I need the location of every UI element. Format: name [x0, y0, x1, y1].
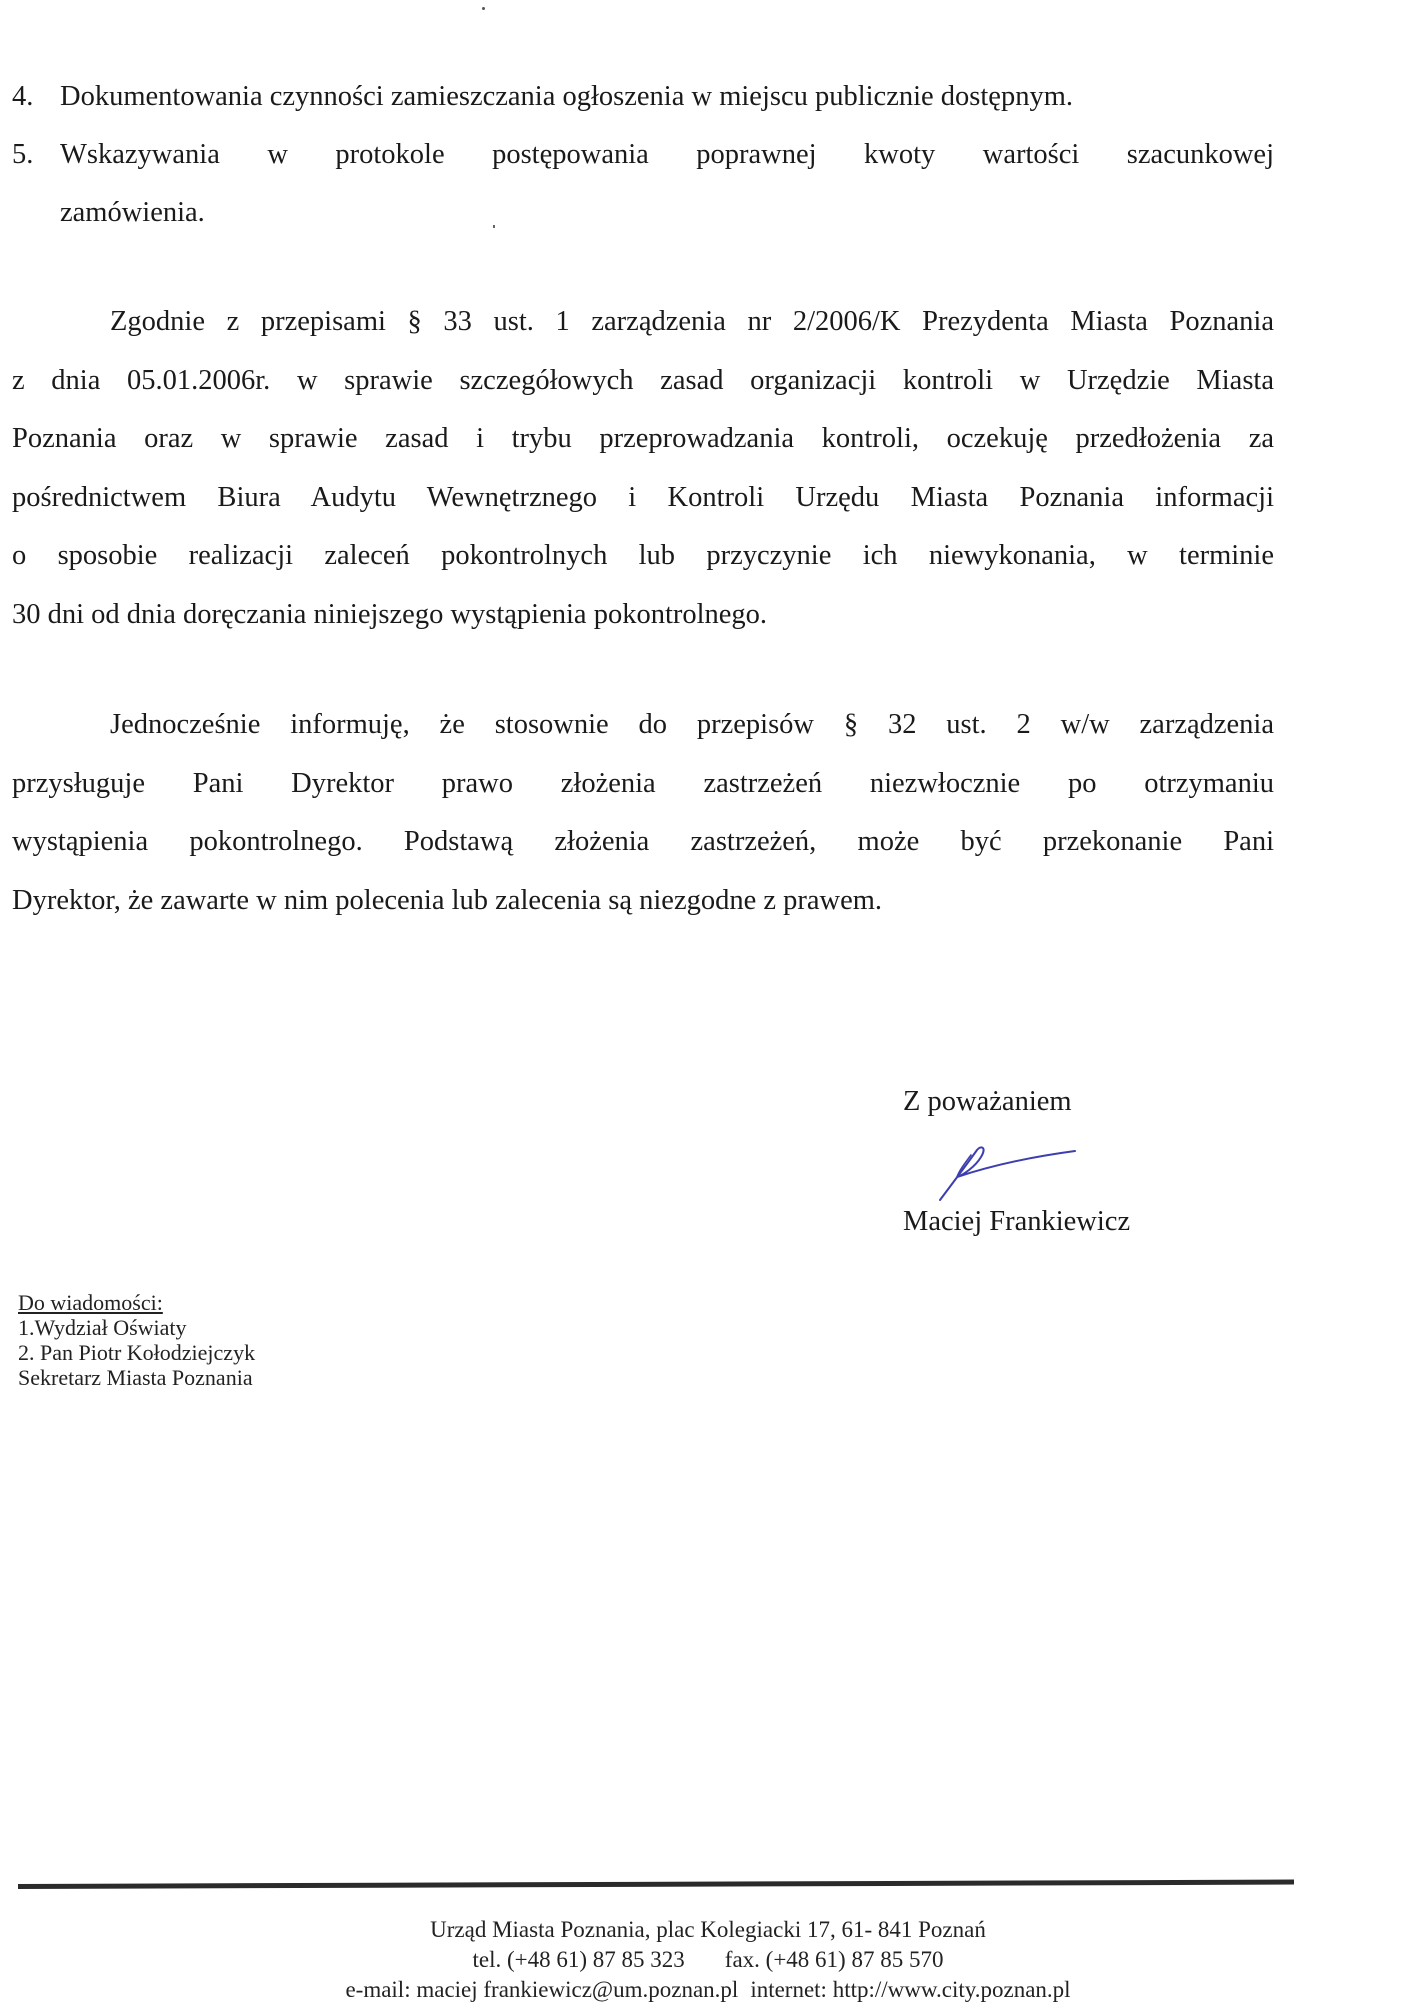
footer-email: e-mail: maciej frankiewicz@um.poznan.pl — [345, 1977, 739, 2002]
paragraph-objection-rights — [12, 696, 1274, 930]
list-item-text — [60, 126, 1274, 242]
paragraph-line: Poznania oraz w sprawie zasad i trybu przeprowadzania kontroli, oczekuję przedłożenia za — [12, 423, 1274, 454]
paragraph-line: Dyrektor, że zawarte w nim polecenia lub zalecenia są niezgodne z prawem. — [12, 884, 883, 916]
list-item — [12, 126, 1274, 242]
list-item-line: zamówienia. — [60, 197, 205, 228]
recommendations-list — [12, 68, 1274, 242]
paragraph-line: wystąpienia pokontrolnego. Podstawą złożenia zastrzeżeń, może być przekonanie Pani — [12, 826, 1274, 857]
copies-to-line: 1.Wydział Oświaty — [18, 1315, 187, 1340]
paragraph-line: przysługuje Pani Dyrektor prawo złożenia zastrzeżeń niezwłocznie po otrzymaniu — [12, 767, 1274, 799]
handwritten-signature — [935, 1145, 1085, 1205]
list-item-line: Wskazywania w protokole postępowania poprawnej kwoty wartości szacunkowej — [60, 139, 1274, 170]
footer-contact — [0, 1975, 1416, 2005]
footer-divider — [18, 1880, 1294, 1889]
scan-speck — [482, 7, 485, 10]
paragraph-line: z dnia 05.01.2006r. w sprawie szczegółowych zasad organizacji kontroli w Urzędzie Miasta — [12, 364, 1274, 396]
closing-salutation: Z poważaniem — [903, 1086, 1072, 1117]
copies-to-line: 2. Pan Piotr Kołodziejczyk — [18, 1340, 256, 1365]
paragraph-line: Jednocześnie informuję, że stosownie do przepisów § 32 ust. 2 w/w zarządzenia — [110, 709, 1274, 740]
paragraph-line: pośrednictwem Biura Audytu Wewnętrznego i Kontroli Urzędu Miasta Poznania informacji — [12, 481, 1274, 513]
copies-to-section — [18, 1290, 255, 1390]
list-item-text: Dokumentowania czynności zamieszczania ogłoszenia w miejscu publicznie dostępnym. — [60, 81, 1074, 112]
copies-to-line: Sekretarz Miasta Poznania — [18, 1365, 253, 1390]
list-item — [12, 68, 1274, 126]
signer-name: Maciej Frankiewicz — [903, 1206, 1131, 1237]
paragraph-line: o sposobie realizacji zaleceń pokontrolnych lub przyczynie ich niewykonania, w terminie — [12, 540, 1274, 571]
copies-to-title: Do wiadomości: — [18, 1290, 163, 1315]
list-item-number: 4. — [12, 81, 34, 112]
footer-tel: tel. (+48 61) 87 85 323 — [472, 1947, 685, 1972]
paragraph-follow-up-obligation — [12, 293, 1274, 644]
paragraph-line: Zgodnie z przepisami § 33 ust. 1 zarządzenia nr 2/2006/K Prezydenta Miasta Poznania — [110, 306, 1274, 337]
paragraph-line: 30 dni od dnia doręczania niniejszego wystąpienia pokontrolnego. — [12, 598, 768, 630]
list-item-number: 5. — [12, 139, 34, 170]
footer-fax: fax. (+48 61) 87 85 570 — [724, 1947, 944, 1972]
footer-phone-fax — [0, 1945, 1416, 1975]
footer-internet: internet: http://www.city.poznan.pl — [750, 1977, 1071, 2002]
letterhead-footer — [0, 1915, 1416, 2005]
footer-address: Urząd Miasta Poznania, plac Kolegiacki 17, 61- 841 Poznań — [430, 1917, 986, 1942]
